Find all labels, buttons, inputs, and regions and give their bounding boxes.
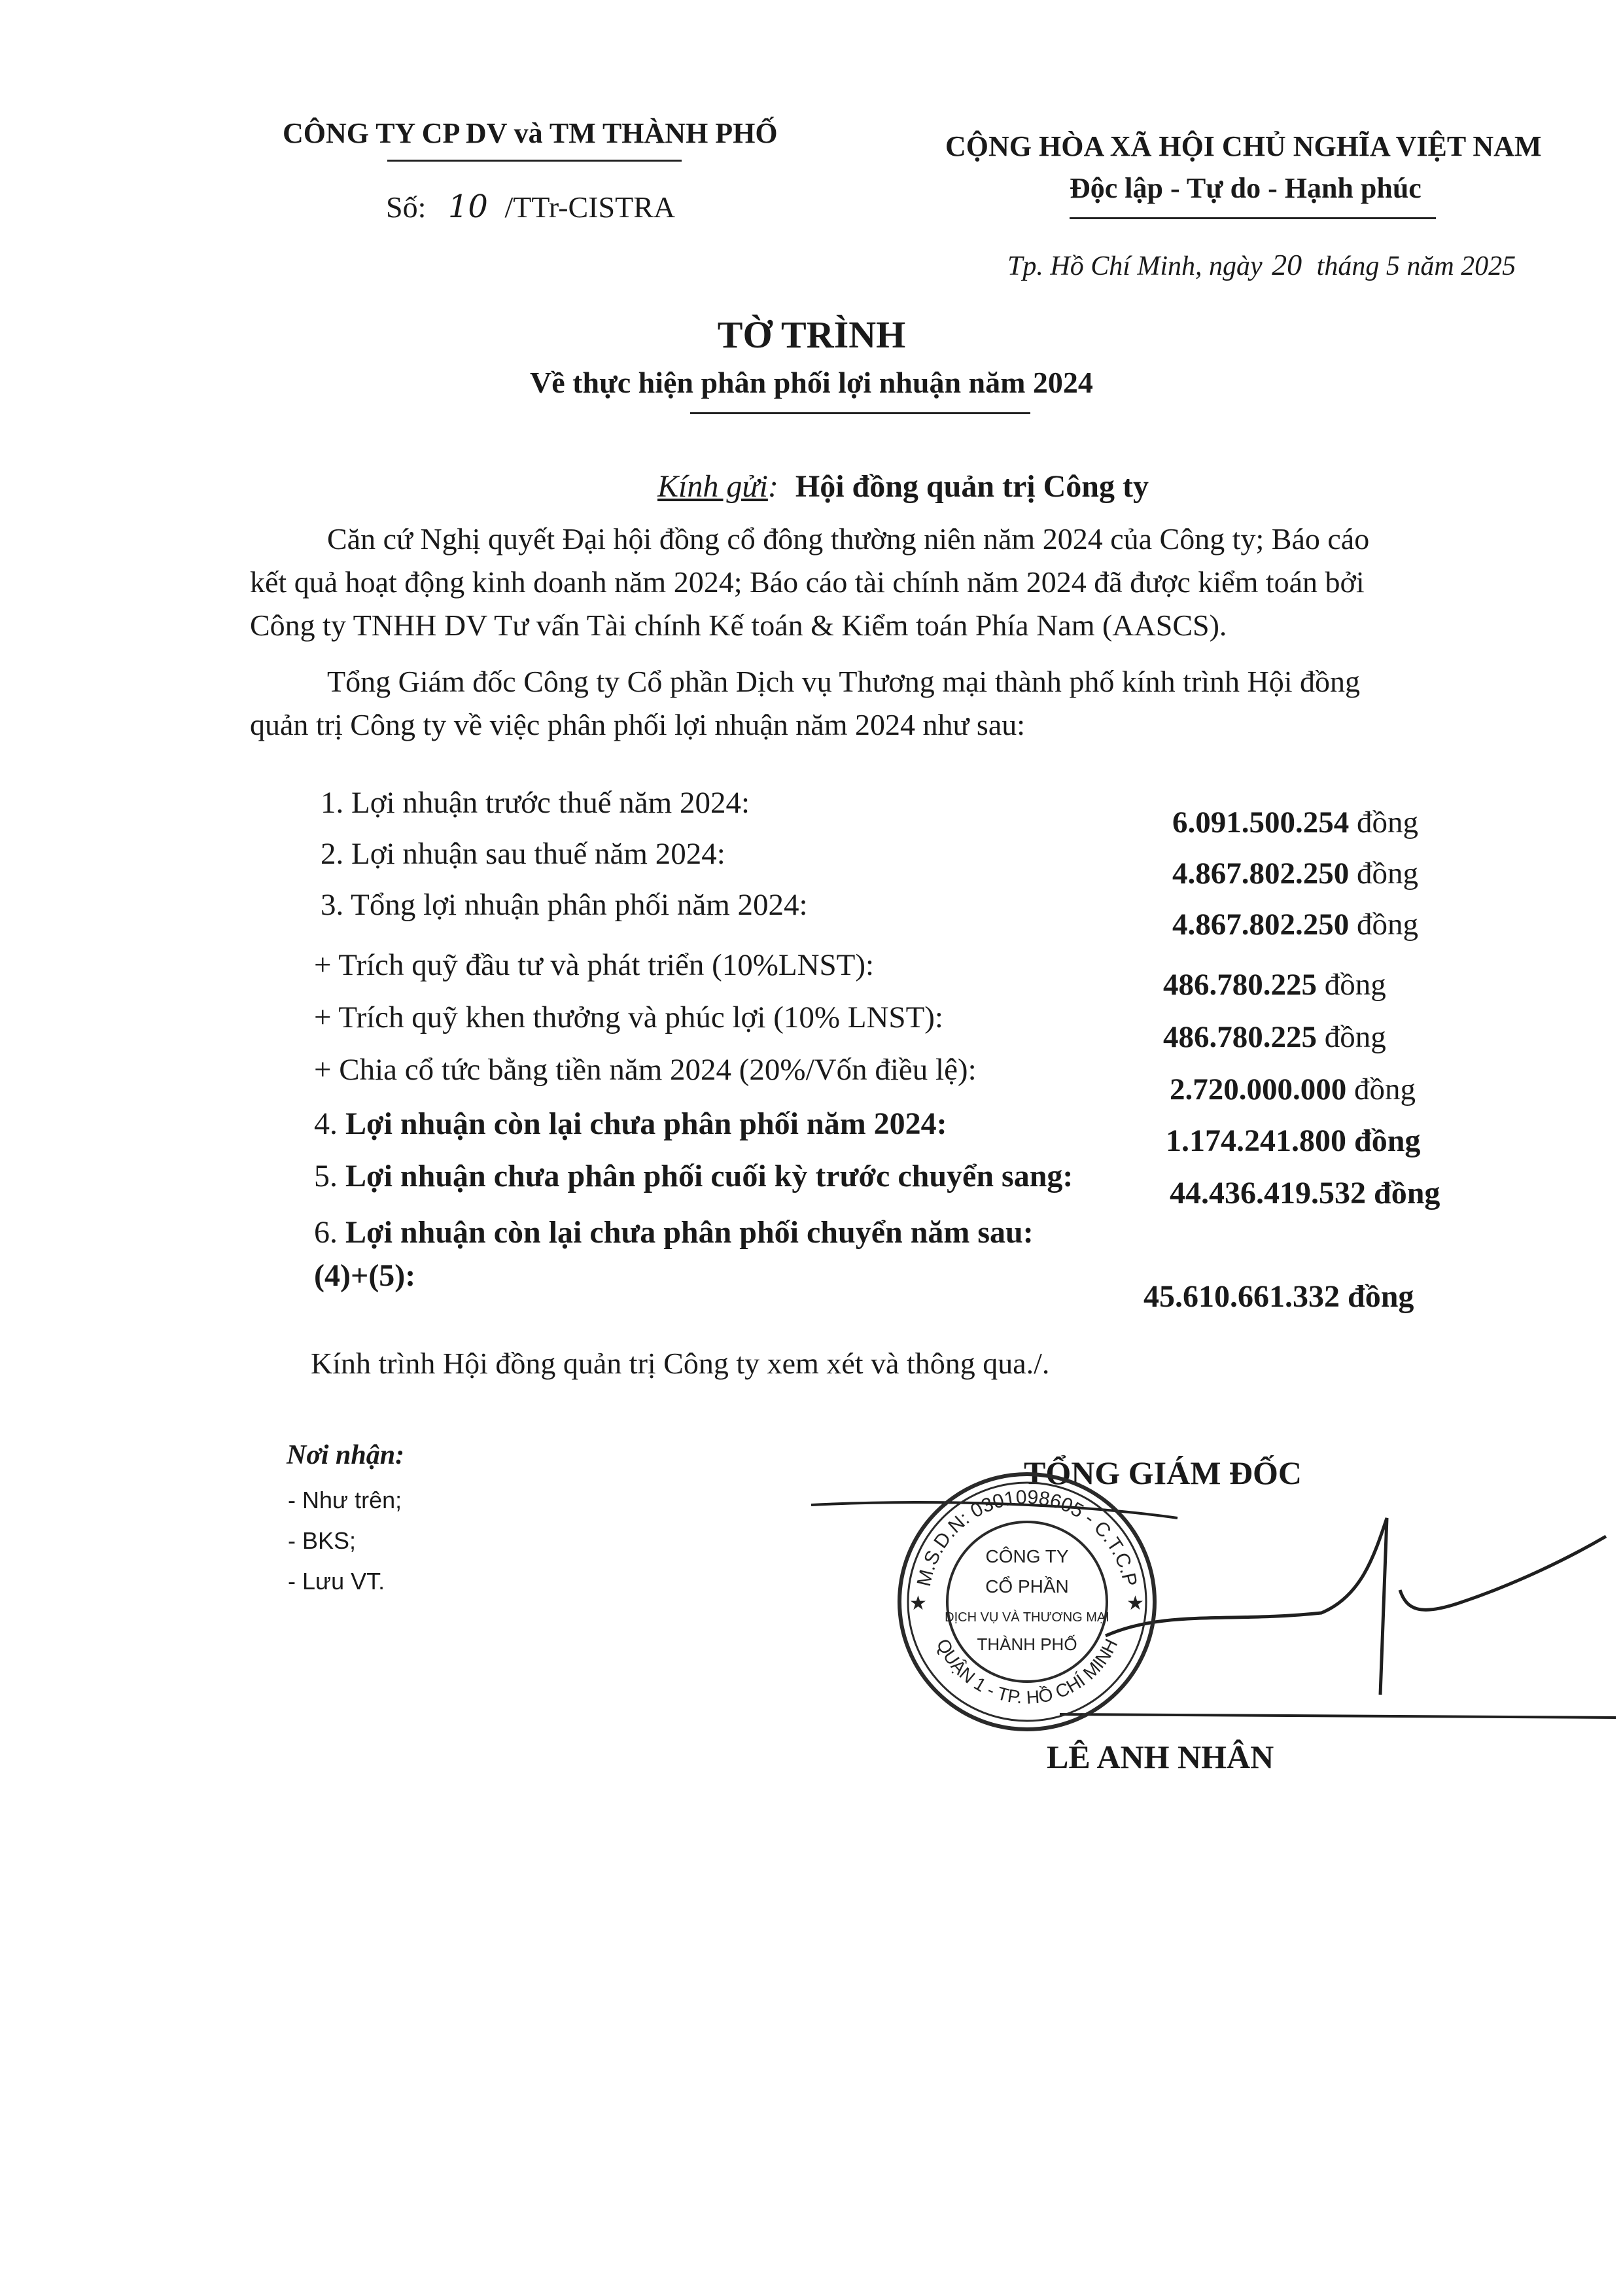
company-seal xyxy=(890,1464,1164,1739)
date-prefix: Tp. Hồ Chí Minh, ngày xyxy=(1007,251,1263,281)
item-1-label: 1. Lợi nhuận trước thuế năm 2024: xyxy=(321,786,750,820)
item-5-amount: 486.780.225 đồng xyxy=(1163,1020,1386,1054)
paragraph-2-line-2: quản trị Công ty về việc phân phối lợi nhuận năm 2024 như sau: xyxy=(250,708,1026,741)
seal-star-right: ★ xyxy=(1126,1593,1144,1614)
item-6-label: + Chia cổ tức bằng tiền năm 2024 (20%/Vốn điều lệ): xyxy=(314,1053,977,1087)
seal-line-1: CÔNG TY xyxy=(985,1546,1069,1566)
date-year: năm 2025 xyxy=(1406,251,1516,281)
bold-item-4-amount: 1.174.241.800 đồng xyxy=(1166,1123,1421,1158)
paragraph-1-line-3: Công ty TNHH DV Tư vấn Tài chính Kế toán & Kiểm toán Phía Nam (AASCS). xyxy=(250,609,1227,642)
item-6-amount: 2.720.000.000 đồng xyxy=(1170,1072,1416,1106)
item-2-label: 2. Lợi nhuận sau thuế năm 2024: xyxy=(321,837,725,871)
company-name: CÔNG TY CP DV và TM THÀNH PHỐ xyxy=(283,117,778,149)
seal-line-3: DỊCH VỤ VÀ THƯƠNG MẠI xyxy=(945,1610,1109,1625)
recipient-label: Kính gửi xyxy=(657,469,768,504)
item-4-amount: 486.780.225 đồng xyxy=(1163,968,1386,1002)
company-underline xyxy=(387,160,682,162)
document-subtitle: Về thực hiện phân phối lợi nhuận năm 2024 xyxy=(530,366,1093,399)
item-3-label: 3. Tổng lợi nhuận phân phối năm 2024: xyxy=(321,888,808,922)
recipient-name: Hội đồng quản trị Công ty xyxy=(795,469,1149,504)
recipients-item-3: - Lưu VT. xyxy=(288,1568,385,1595)
recipients-item-2: - BKS; xyxy=(288,1527,357,1554)
bold-item-6-amount: 45.610.661.332 đồng xyxy=(1143,1279,1414,1314)
recipients-title: Nơi nhận: xyxy=(287,1440,405,1470)
seal-line-2: CỔ PHẦN xyxy=(985,1576,1069,1597)
item-4-label: + Trích quỹ đầu tư và phát triển (10%LNST): xyxy=(314,948,875,982)
closing-sentence: Kính trình Hội đồng quản trị Công ty xem xét và thông qua./. xyxy=(311,1347,1050,1380)
paragraph-1-line-1: Căn cứ Nghị quyết Đại hội đồng cổ đông thường niên năm 2024 của Công ty; Báo cáo xyxy=(327,522,1370,556)
date-line xyxy=(1007,247,1516,282)
recipient-line xyxy=(657,468,1149,504)
doc-number-suffix: /TTr-CISTRA xyxy=(504,190,676,224)
item-1-amount: 6.091.500.254 đồng xyxy=(1172,805,1418,839)
date-month-label: tháng xyxy=(1316,251,1380,281)
bold-item-5-label: 5. Lợi nhuận chưa phân phối cuối kỳ trước chuyển sang: xyxy=(314,1159,1073,1193)
bold-item-6-sub: (4)+(5): xyxy=(314,1258,416,1293)
bold-item-6-label: 6. Lợi nhuận còn lại chưa phân phối chuyển năm sau: xyxy=(314,1215,1034,1250)
date-month: 5 xyxy=(1386,251,1400,281)
document-title: TỜ TRÌNH xyxy=(717,313,906,356)
motto: Độc lập - Tự do - Hạnh phúc xyxy=(1070,172,1422,204)
item-2-amount: 4.867.802.250 đồng xyxy=(1172,857,1418,891)
doc-number-handwritten: 10 xyxy=(447,188,488,225)
date-day: 20 xyxy=(1272,248,1302,281)
recipients-item-1: - Như trên; xyxy=(288,1487,402,1513)
item-3-amount: 4.867.802.250 đồng xyxy=(1172,908,1418,942)
doc-number-label: Số: xyxy=(386,190,427,224)
signature-position: TỔNG GIÁM ĐỐC xyxy=(1024,1455,1302,1491)
doc-number xyxy=(386,188,675,225)
paragraph-1-line-2: kết quả hoạt động kinh doanh năm 2024; Báo cáo tài chính năm 2024 đã được kiểm toán bởi xyxy=(250,565,1365,599)
signer-name: LÊ ANH NHÂN xyxy=(1047,1739,1274,1775)
motto-underline xyxy=(1070,217,1436,219)
seal-ring-bottom: QUẬN 1 - TP. HỒ CHÍ MINH xyxy=(932,1635,1122,1708)
recipient-colon: : xyxy=(767,469,778,504)
country-name: CỘNG HÒA XÃ HỘI CHỦ NGHĨA VIỆT NAM xyxy=(945,130,1542,162)
seal-line-4: THÀNH PHỐ xyxy=(977,1634,1077,1654)
paragraph-2-line-1: Tổng Giám đốc Công ty Cổ phần Dịch vụ Thương mại thành phố kính trình Hội đồng xyxy=(327,665,1361,698)
bold-item-4-label: 4. Lợi nhuận còn lại chưa phân phối năm 2024: xyxy=(314,1106,947,1141)
seal-star-left: ★ xyxy=(909,1593,927,1614)
seal-ring-top: M.S.D.N: 0301098605 - C.T.C.P xyxy=(913,1486,1142,1589)
title-underline xyxy=(690,412,1030,414)
bold-item-5-amount: 44.436.419.532 đồng xyxy=(1170,1176,1440,1210)
item-5-label: + Trích quỹ khen thưởng và phúc lợi (10% LNST): xyxy=(314,1000,943,1034)
